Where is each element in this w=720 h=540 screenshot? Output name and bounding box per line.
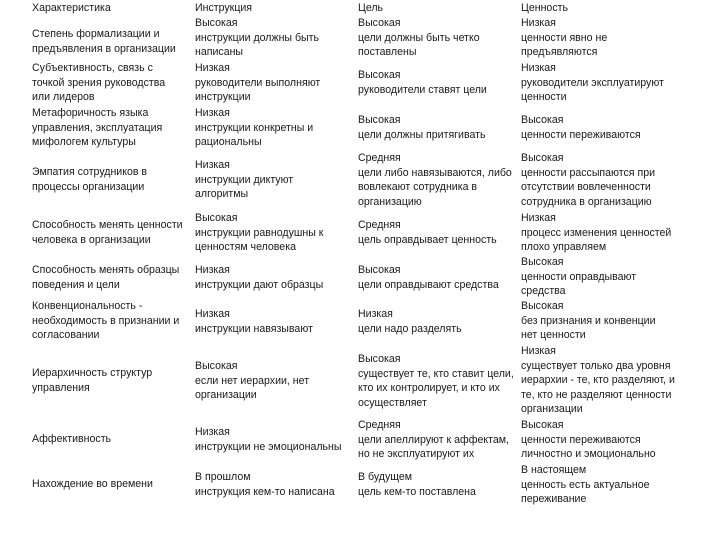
row-7-instruction-level: Низкая	[195, 308, 230, 320]
row-8-value-level: Низкая	[521, 345, 556, 357]
row-2-goal-level: Высокая	[358, 69, 401, 81]
row-5-instruction	[195, 211, 355, 255]
row-8-goal-level: Высокая	[358, 353, 401, 365]
row-4-characteristic: Эмпатия сотрудников в процессы организации	[32, 166, 148, 193]
row-7-value-text: без признания и конвенции нет ценности	[521, 314, 656, 342]
row-5-value-level: Низкая	[521, 212, 556, 224]
row-3-goal-level: Высокая	[358, 114, 401, 126]
header-instruction: Инструкция	[195, 2, 253, 14]
row-9-value	[521, 418, 691, 462]
row-10-instruction-text: инструкция кем-то написана	[195, 485, 335, 498]
row-2-value	[521, 61, 691, 105]
row-5-value	[521, 211, 691, 255]
row-2-instruction	[195, 61, 355, 105]
row-4-instruction-text: инструкции диктуют алгоритмы	[195, 173, 294, 201]
row-4-instruction	[195, 158, 355, 202]
row-3-instruction-text: инструкции конкретны и рациональны	[195, 121, 314, 149]
row-2-instruction-level: Низкая	[195, 62, 230, 74]
row-6-value-level: Высокая	[521, 256, 564, 268]
row-2-goal	[358, 68, 518, 97]
row-3-characteristic: Метафоричность языка управления, эксплуатация мифологем культуры	[32, 107, 163, 149]
row-6-goal	[358, 263, 518, 292]
row-1-value-level: Низкая	[521, 17, 556, 29]
row-8-instruction-text: если нет иерархии, нет организации	[195, 374, 310, 402]
row-8-instruction	[195, 359, 355, 403]
row-6-instruction-level: Низкая	[195, 264, 230, 276]
header-characteristic: Характеристика	[32, 2, 111, 14]
row-10-instruction	[195, 470, 355, 499]
row-5-goal-level: Средняя	[358, 219, 401, 231]
row-1-goal-text: цели должны быть четко поставлены	[358, 31, 480, 59]
row-9-instruction	[195, 425, 355, 454]
row-8-characteristic: Иерархичность структур управления	[32, 367, 153, 394]
row-3-value-text: ценности переживаются	[521, 128, 641, 141]
row-3-value-level: Высокая	[521, 114, 564, 126]
row-9-value-level: Высокая	[521, 419, 564, 431]
row-9-instruction-text: инструкции не эмоциональны	[195, 440, 342, 453]
row-7-instruction-text: инструкции навязывают	[195, 322, 313, 335]
row-8-goal	[358, 352, 518, 410]
row-7-goal-text: цели надо разделять	[358, 322, 462, 335]
row-7-goal	[358, 307, 518, 336]
row-5-characteristic: Способность менять ценности человека в организации	[32, 219, 183, 246]
row-3-instruction-level: Низкая	[195, 107, 230, 119]
row-10-value-text: ценность есть актуальное переживание	[521, 478, 650, 506]
row-4-value-level: Высокая	[521, 152, 564, 164]
row-5-instruction-level: Высокая	[195, 212, 238, 224]
row-5-value-text: процесс изменения ценностей плохо управляем	[521, 226, 672, 254]
row-2-characteristic: Субъективность, связь с точкой зрения руководства или лидеров	[32, 62, 166, 104]
row-8-instruction-level: Высокая	[195, 360, 238, 372]
row-6-goal-text: цели оправдывают средства	[358, 278, 499, 291]
row-4-value	[521, 151, 691, 209]
row-9-goal	[358, 418, 518, 462]
row-3-goal	[358, 113, 518, 142]
row-8-value	[521, 344, 691, 417]
row-5-goal-text: цель оправдывает ценность	[358, 233, 497, 246]
row-10-instruction-level: В прошлом	[195, 471, 251, 483]
row-5-goal	[358, 218, 518, 247]
row-2-goal-text: руководители ставят цели	[358, 83, 487, 96]
row-10-value	[521, 463, 691, 507]
row-1-value	[521, 16, 691, 60]
row-4-goal	[358, 151, 518, 209]
row-9-goal-level: Средняя	[358, 419, 401, 431]
row-10-goal-text: цель кем-то поставлена	[358, 485, 476, 498]
row-1-instruction-text: инструкции должны быть написаны	[195, 31, 320, 59]
row-9-goal-text: цели апеллируют к аффектам, но не эксплуатируют их	[358, 433, 509, 461]
row-10-goal-level: В будущем	[358, 471, 413, 483]
row-4-value-text: ценности рассыпаются при отсутствии вовлеченности сотрудника в организацию	[521, 166, 656, 208]
row-1-goal	[358, 16, 518, 60]
row-6-goal-level: Высокая	[358, 264, 401, 276]
row-6-instruction-text: инструкции дают образцы	[195, 278, 324, 291]
row-1-value-text: ценности явно не предъявляются	[521, 31, 608, 59]
row-8-value-text: существует только два уровня иерархии - те, кто разделяют, и те, кто не разделяют ценности организации	[521, 359, 675, 416]
header-value: Ценность	[521, 2, 568, 14]
row-1-instruction-level: Высокая	[195, 17, 238, 29]
row-3-instruction	[195, 106, 355, 150]
row-6-value	[521, 255, 691, 299]
row-9-instruction-level: Низкая	[195, 426, 230, 438]
row-1-goal-level: Высокая	[358, 17, 401, 29]
row-7-value	[521, 299, 691, 343]
row-10-characteristic: Нахождение во времени	[32, 478, 153, 490]
row-7-value-level: Высокая	[521, 300, 564, 312]
row-9-value-text: ценности переживаются личностно и эмоционально	[521, 433, 656, 461]
row-4-instruction-level: Низкая	[195, 159, 230, 171]
row-1-characteristic: Степень формализации и предъявления в организации	[32, 28, 176, 55]
row-10-value-level: В настоящем	[521, 464, 587, 476]
row-6-characteristic: Способность менять образцы поведения и цели	[32, 264, 180, 291]
row-3-value	[521, 113, 691, 142]
row-1-instruction	[195, 16, 355, 60]
row-7-characteristic: Конвенциональность - необходимость в признании и согласовании	[32, 300, 180, 342]
row-2-value-level: Низкая	[521, 62, 556, 74]
header-goal: Цель	[358, 2, 384, 14]
row-4-goal-level: Средняя	[358, 152, 401, 164]
row-9-characteristic: Аффективность	[32, 433, 112, 445]
row-5-instruction-text: инструкции равнодушны к ценностям человека	[195, 226, 324, 254]
row-8-goal-text: существует те, кто ставит цели, кто их контролирует, и кто их осуществляет	[358, 367, 514, 409]
row-10-goal	[358, 470, 518, 499]
row-4-goal-text: цели либо навязываются, либо вовлекают сотрудника в организацию	[358, 166, 512, 208]
row-2-value-text: руководители эксплуатируют ценности	[521, 76, 664, 104]
row-6-value-text: ценности оправдывают средства	[521, 270, 637, 298]
row-3-goal-text: цели должны притягивать	[358, 128, 486, 141]
row-7-goal-level: Низкая	[358, 308, 393, 320]
row-6-instruction	[195, 263, 355, 292]
row-7-instruction	[195, 307, 355, 336]
row-2-instruction-text: руководители выполняют инструкции	[195, 76, 321, 104]
